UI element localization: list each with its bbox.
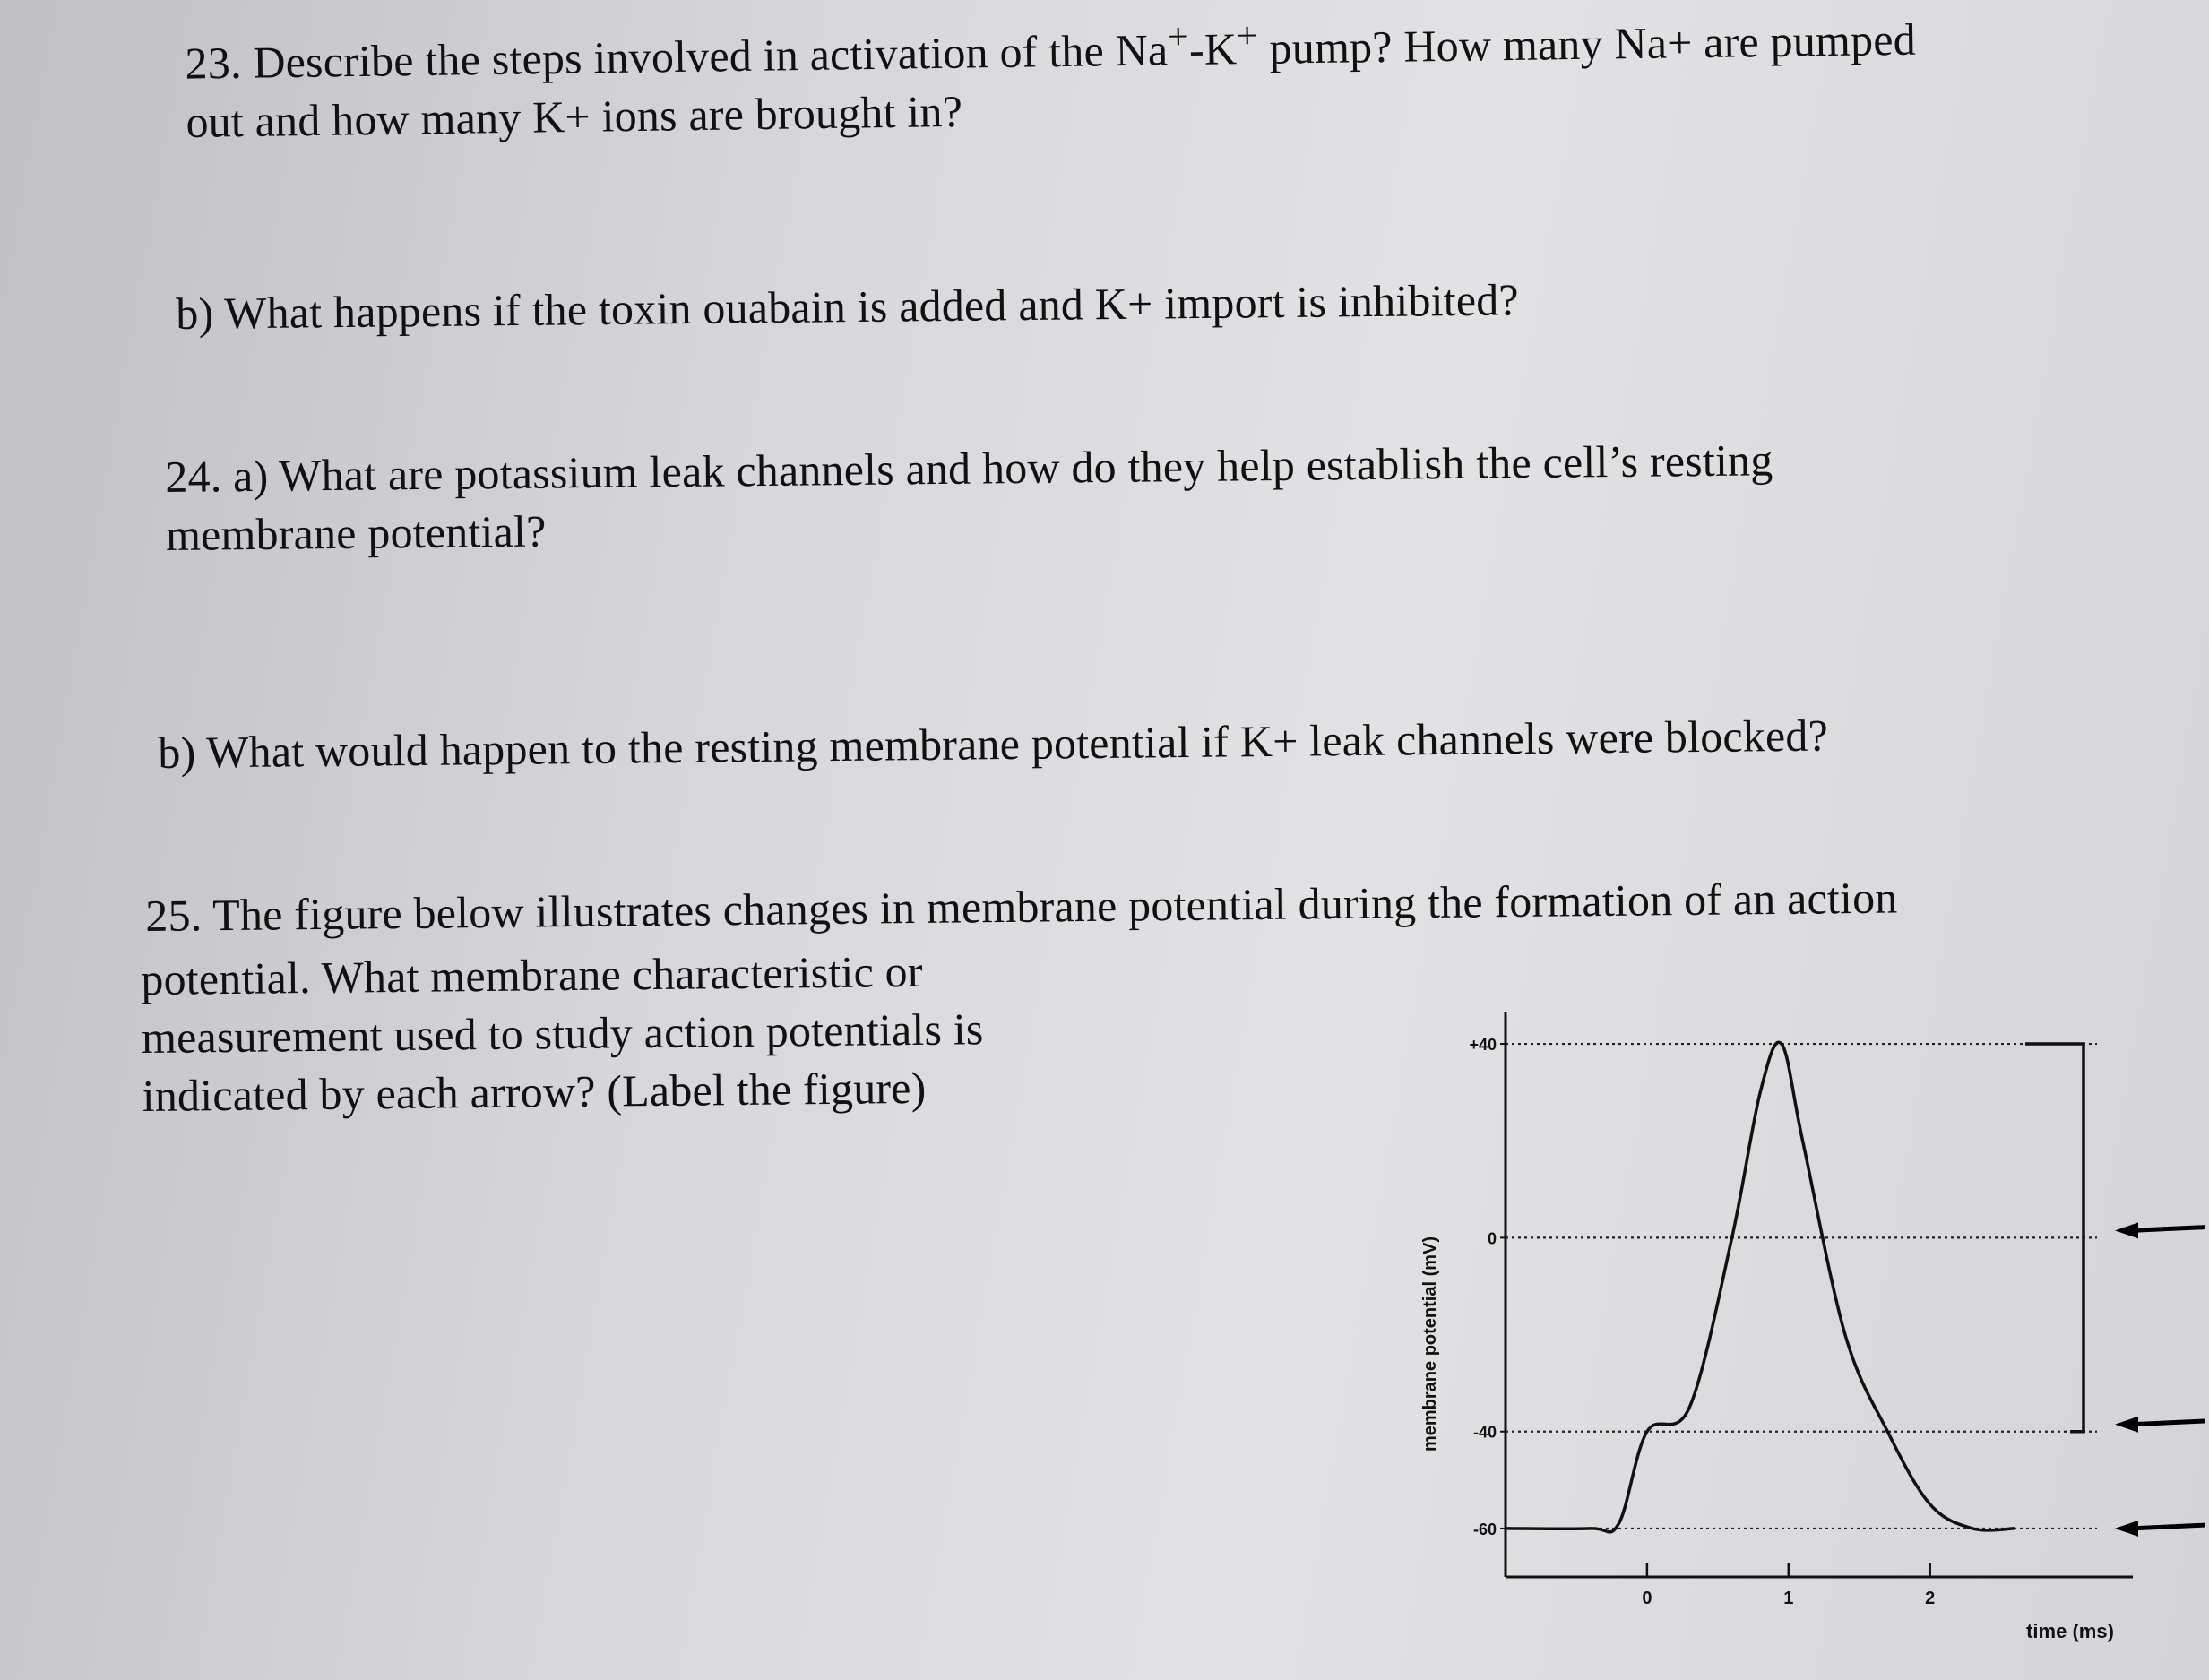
question-23b [176,271,1519,343]
question-24b [158,706,1828,782]
x-tick-label: 1 [1783,1589,1794,1608]
x-tick-label: 0 [1642,1589,1652,1608]
arrow-head [2115,1222,2138,1238]
question-text: 24. a) What are potassium leak channels and how do they help establish the cell’s resting [165,435,1773,502]
action-potential-figure [1416,995,2205,1658]
y-tick-label: -60 [1472,1520,1497,1538]
arrow-head [2115,1417,2138,1433]
arrow-head [2115,1521,2138,1537]
question-25-continued [141,940,1155,1125]
question-text: Describe the steps involved in activation of the Na [241,24,1169,88]
plot-area [1469,1012,2205,1608]
arrow-shaft [2131,1421,2205,1425]
action-potential-curve [1506,1042,2015,1532]
question-text: membrane potential? [165,505,547,560]
question-text: -K [1188,23,1238,75]
question-text: b) What would happen to the resting membrane potential if K+ leak channels were blocked? [158,710,1829,778]
arrow-shaft [2131,1525,2205,1529]
x-tick-label: 2 [1925,1589,1936,1608]
superscript: + [1167,16,1190,58]
question-24a [165,429,1976,564]
question-text: measurement used to study action potentials is [141,1004,984,1063]
y-axis-label: membrane potential (mV) [1420,1236,1440,1452]
question-text: potential. What membrane characteristic or [141,945,923,1004]
y-tick-label: 0 [1487,1229,1497,1248]
superscript: + [1236,15,1258,57]
question-text: b) What happens if the toxin ouabain is added and K+ import is inhibited? [176,274,1520,339]
y-tick-label: -40 [1472,1423,1497,1442]
question-23 [185,1,2032,151]
question-25 [145,866,2171,945]
question-text: 25. The figure below illustrates changes in membrane potential during the formation of an action [145,872,1898,941]
question-text: pump? How many Na+ are pumped [1257,13,1917,73]
y-tick-label: +40 [1469,1036,1497,1055]
x-axis-label: time (ms) [2026,1620,2114,1642]
arrow-shaft [2131,1227,2205,1230]
question-text: indicated by each arrow? (Label the figure) [142,1062,927,1121]
bleed-through-text [1344,143,1354,189]
question-text: out and how many K+ ions are brought in? [186,85,963,147]
question-number: 23. [185,37,243,89]
